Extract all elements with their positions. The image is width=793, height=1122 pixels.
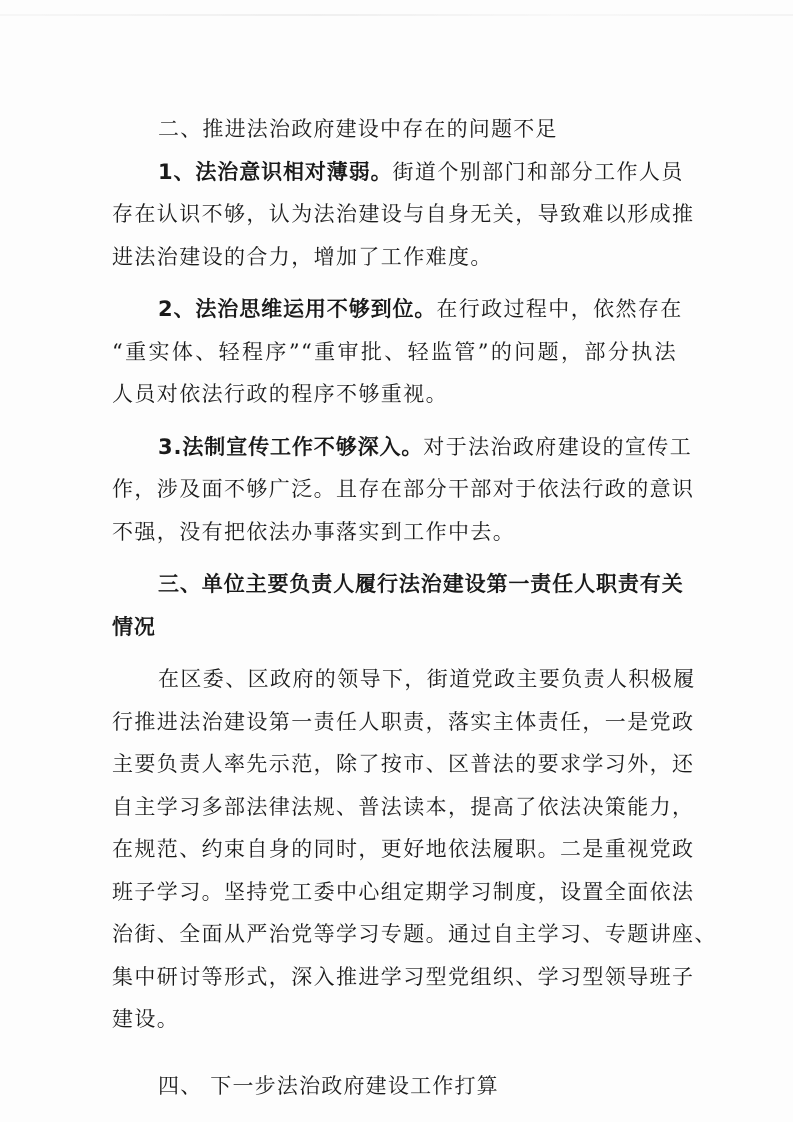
- paragraph-line: 人员对依法行政的程序不够重视。: [112, 382, 448, 406]
- heading-line: 三、单位主要负责人履行法治建设第一责任人职责有关: [158, 572, 684, 596]
- paragraph-4: [112, 658, 717, 1041]
- paragraph-line: 在规范、约束自身的同时，更好地依法履职。二是重视党政: [112, 837, 695, 861]
- heading-line: 情况: [112, 614, 156, 639]
- paragraph-line: 存在认识不够，认为法治建设与自身无关，导致难以形成推: [112, 202, 695, 226]
- paragraph-3: [112, 426, 695, 554]
- paragraph-line: 自主学习多部法律法规、普法读本，提高了依法决策能力，: [112, 794, 695, 819]
- paragraph-line: “重实体、轻程序”“重审批、轻监管”的问题，部分执法: [112, 339, 677, 364]
- paragraph-lead: 3.法制宣传工作不够深入。: [158, 434, 424, 459]
- paragraph-line: 行推进法治建设第一责任人职责，落实主体责任，一是党政: [112, 709, 695, 734]
- paragraph-line: 作，涉及面不够广泛。且存在部分干部对于依法行政的意识: [112, 477, 695, 501]
- section-heading-2: 二、推进法治政府建设中存在的问题不足: [158, 117, 558, 141]
- section-heading-4: 四、 下一步法治政府建设工作打算: [158, 1073, 499, 1098]
- paragraph-line: 集中研讨等形式，深入推进学习型党组织、学习型领导班子: [112, 964, 695, 989]
- paragraph-text: 对于法治政府建设的宣传工: [423, 434, 693, 459]
- paragraph-line: [112, 426, 693, 469]
- paragraph-lead: 2、法治思维运用不够到位。: [158, 297, 437, 321]
- paragraph-1: [112, 151, 695, 279]
- paragraph-2: [112, 288, 683, 416]
- section-heading-3: [112, 563, 684, 648]
- paragraph-line: 主要负责人率先示范，除了按市、区普法的要求学习外，还: [112, 752, 695, 776]
- paragraph-lead: 1、法治意识相对薄弱。: [158, 159, 393, 184]
- paragraph-text: 在行政过程中，依然存在: [436, 297, 683, 321]
- paragraph-line: 不强，没有把依法办事落实到工作中去。: [112, 519, 516, 544]
- paragraph-line: 治街、全面从严治党等学习专题。通过自主学习、专题讲座、: [112, 922, 717, 946]
- paragraph-line: 建设。: [112, 1007, 180, 1031]
- scan-edge-line: [0, 14, 793, 16]
- paragraph-line: 进法治建设的合力，增加了工作难度。: [112, 244, 493, 269]
- paragraph-line: 班子学习。坚持党工委中心组定期学习制度，设置全面依法: [112, 879, 695, 904]
- document-body: [112, 108, 717, 1107]
- paragraph-line: [112, 151, 684, 194]
- paragraph-line: [112, 288, 683, 331]
- paragraph-line: 在区委、区政府的领导下，街道党政主要负责人积极履: [158, 667, 696, 691]
- paragraph-text: 街道个别部门和部分工作人员: [392, 159, 684, 184]
